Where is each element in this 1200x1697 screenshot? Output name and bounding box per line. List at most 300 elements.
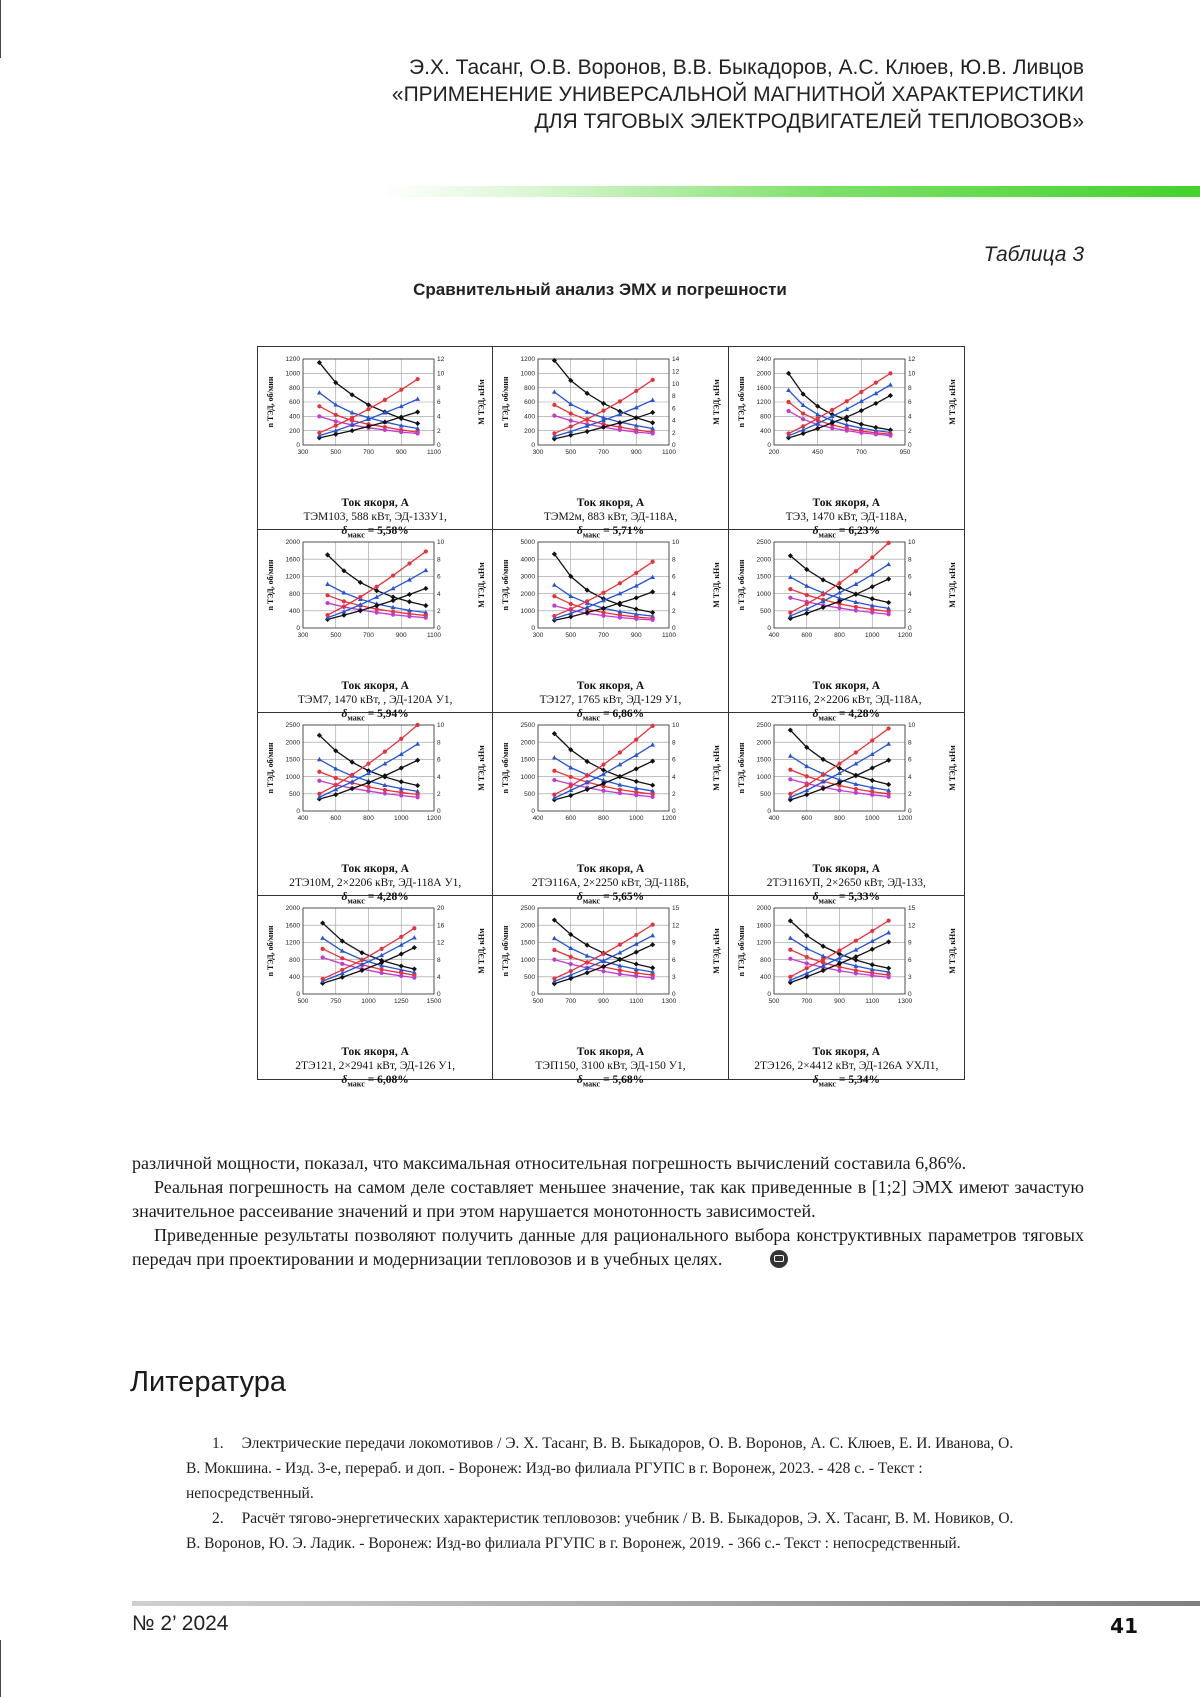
y-left-tick-label: 400 xyxy=(524,414,535,421)
data-point xyxy=(870,738,874,742)
data-point xyxy=(888,393,893,398)
data-point xyxy=(399,779,404,784)
delta-subscript: макс xyxy=(347,1079,364,1088)
y-left-axis-label: n ТЭД, об/мин xyxy=(501,742,510,793)
data-point xyxy=(552,755,557,759)
y-right-tick-label: 10 xyxy=(437,371,445,378)
data-point xyxy=(553,403,557,407)
x-tick-label: 1100 xyxy=(427,449,441,456)
x-tick-label: 500 xyxy=(566,632,577,639)
body-paragraph-3-text: Приведенные результаты позволяют получить данные для рационального выбора конструктивных параметров тяговых передач при проектировании и модернизации тепловозов и в учебных целях. xyxy=(132,1225,1084,1269)
chart-svg xyxy=(493,896,729,1044)
data-point xyxy=(815,416,819,420)
x-axis-label: Ток якоря, А xyxy=(258,496,492,510)
data-point xyxy=(317,390,322,394)
y-right-tick-label: 8 xyxy=(437,556,441,563)
data-point xyxy=(837,788,841,792)
data-point xyxy=(804,774,808,778)
chart-caption xyxy=(258,1045,492,1091)
data-point xyxy=(350,416,354,420)
y-right-tick-label: 10 xyxy=(672,722,680,729)
data-point xyxy=(858,408,863,413)
data-point xyxy=(412,945,417,950)
data-point xyxy=(334,424,338,428)
x-tick-label: 700 xyxy=(566,998,577,1005)
x-tick-label: 1200 xyxy=(662,815,677,822)
delta-symbol: δ xyxy=(577,525,583,537)
max-error-value: = 5,33% xyxy=(839,891,880,903)
x-tick-label: 1000 xyxy=(361,998,376,1005)
data-point xyxy=(383,791,387,795)
data-point xyxy=(334,413,338,417)
y-right-tick-label: 0 xyxy=(437,808,441,815)
data-point xyxy=(618,968,622,972)
y-right-tick-label: 10 xyxy=(908,371,916,378)
x-tick-label: 1000 xyxy=(629,815,644,822)
data-point xyxy=(407,599,412,604)
reference-number: 1. xyxy=(212,1435,224,1452)
y-left-tick-label: 1000 xyxy=(521,774,536,781)
y-left-tick-label: 200 xyxy=(289,428,300,435)
x-tick-label: 400 xyxy=(298,815,309,822)
data-point xyxy=(569,962,573,966)
locomotive-spec: 2ТЭ116УП, 2×2650 кВт, ЭД-133, xyxy=(729,876,964,890)
y-left-tick-label: 400 xyxy=(760,974,771,981)
data-point xyxy=(869,584,874,589)
x-tick-label: 600 xyxy=(566,815,577,822)
data-point xyxy=(853,750,857,754)
y-left-tick-label: 0 xyxy=(767,442,771,449)
y-right-axis-label: М ТЭД, кНм xyxy=(948,562,957,608)
data-point xyxy=(869,596,874,601)
data-point xyxy=(830,426,834,430)
data-point xyxy=(650,410,655,415)
delta-symbol: δ xyxy=(577,1074,583,1086)
y-left-tick-label: 800 xyxy=(289,957,300,964)
x-axis-label: Ток якоря, А xyxy=(729,496,964,510)
x-tick-label: 1000 xyxy=(865,815,880,822)
y-left-tick-label: 2500 xyxy=(521,722,536,729)
data-point xyxy=(569,602,573,606)
locomotive-spec: ТЭМ7, 1470 кВт, , ЭД-120А У1, xyxy=(258,693,492,707)
y-right-tick-label: 3 xyxy=(672,974,676,981)
x-tick-label: 900 xyxy=(631,632,642,639)
y-left-axis-label: n ТЭД, об/мин xyxy=(737,559,746,610)
literature-heading: Литература xyxy=(130,1366,286,1399)
chart-svg xyxy=(729,713,965,861)
data-point xyxy=(853,939,857,943)
y-left-tick-label: 200 xyxy=(524,428,535,435)
x-axis-label: Ток якоря, А xyxy=(493,496,727,510)
data-point xyxy=(820,968,825,973)
table-title: Сравнительный анализ ЭМХ и погрешности xyxy=(0,280,1200,300)
data-point xyxy=(870,929,874,933)
y-right-axis-label: М ТЭД, кНм xyxy=(477,745,486,791)
data-point xyxy=(801,411,805,415)
y-right-tick-label: 12 xyxy=(672,922,680,929)
data-point xyxy=(634,961,639,966)
data-point xyxy=(569,955,573,959)
data-point xyxy=(837,581,841,585)
data-point xyxy=(886,600,891,605)
data-point xyxy=(870,610,874,614)
data-point xyxy=(416,723,420,727)
chart-svg xyxy=(729,896,965,1044)
y-left-tick-label: 1200 xyxy=(286,356,301,363)
data-point xyxy=(585,429,590,434)
y-right-axis-label: М ТЭД, кНм xyxy=(948,928,957,974)
data-point xyxy=(886,930,891,934)
data-point xyxy=(553,778,557,782)
data-point xyxy=(391,573,395,577)
data-point xyxy=(873,432,877,436)
data-point xyxy=(412,935,417,939)
data-point xyxy=(569,424,573,428)
footer-rule xyxy=(132,1601,1200,1606)
x-axis-label: Ток якоря, А xyxy=(493,862,727,876)
y-right-tick-label: 10 xyxy=(437,722,445,729)
crop-mark-bottom xyxy=(0,1640,1,1697)
max-error-value: = 5,34% xyxy=(839,1074,880,1086)
x-tick-label: 400 xyxy=(768,632,779,639)
y-right-tick-label: 6 xyxy=(672,405,676,412)
crop-mark-top xyxy=(0,0,1,58)
y-left-tick-label: 500 xyxy=(760,791,771,798)
y-left-tick-label: 500 xyxy=(524,791,535,798)
y-right-axis-label: М ТЭД, кНм xyxy=(477,928,486,974)
data-point xyxy=(821,958,825,962)
data-point xyxy=(886,939,891,944)
y-right-tick-label: 2 xyxy=(908,608,912,615)
y-left-tick-label: 1000 xyxy=(521,957,536,964)
data-point xyxy=(415,758,420,763)
y-left-tick-label: 2000 xyxy=(756,556,771,563)
delta-subscript: макс xyxy=(583,530,600,539)
data-point xyxy=(837,585,842,590)
chart-cell xyxy=(493,896,728,1079)
data-point xyxy=(366,762,370,766)
x-tick-label: 500 xyxy=(298,998,309,1005)
data-point xyxy=(788,792,792,796)
x-tick-label: 800 xyxy=(834,632,845,639)
locomotive-spec: ТЭ127, 1765 кВт, ЭД-129 У1, xyxy=(493,693,727,707)
data-point xyxy=(853,608,857,612)
data-point xyxy=(870,973,874,977)
x-tick-label: 1500 xyxy=(427,998,442,1005)
y-left-tick-label: 500 xyxy=(760,608,771,615)
y-left-tick-label: 600 xyxy=(289,399,300,406)
data-point xyxy=(651,724,655,728)
y-left-tick-label: 500 xyxy=(289,791,300,798)
data-point xyxy=(618,943,622,947)
y-left-tick-label: 0 xyxy=(532,625,536,632)
data-point xyxy=(601,425,606,430)
data-point xyxy=(569,969,573,973)
data-point xyxy=(553,431,557,435)
y-right-tick-label: 12 xyxy=(908,356,916,363)
y-left-axis-label: n ТЭД, об/мин xyxy=(501,559,510,610)
delta-symbol: δ xyxy=(577,891,583,903)
data-point xyxy=(634,974,638,978)
data-point xyxy=(859,390,863,394)
data-point xyxy=(340,962,344,966)
y-right-tick-label: 0 xyxy=(437,991,441,998)
header-accent-rule xyxy=(380,186,1200,197)
x-axis-label: Ток якоря, А xyxy=(729,862,964,876)
x-tick-label: 1250 xyxy=(394,998,409,1005)
y-right-tick-label: 15 xyxy=(672,905,680,912)
data-point xyxy=(786,400,790,404)
data-point xyxy=(416,377,420,381)
y-left-axis-label: n ТЭД, об/мин xyxy=(737,742,746,793)
data-point xyxy=(553,414,557,418)
data-point xyxy=(886,576,891,581)
delta-subscript: макс xyxy=(819,896,836,905)
data-point xyxy=(821,592,825,596)
max-error-value: = 6,08% xyxy=(368,1074,409,1086)
y-right-tick-label: 6 xyxy=(908,757,912,764)
chart-cell xyxy=(493,713,728,896)
chart-cell xyxy=(729,530,964,713)
y-right-tick-label: 4 xyxy=(672,418,676,425)
y-left-tick-label: 2000 xyxy=(756,739,771,746)
data-point xyxy=(340,956,344,960)
y-left-axis-label: n ТЭД, об/мин xyxy=(266,376,275,427)
max-error-value: = 5,65% xyxy=(603,891,644,903)
data-point xyxy=(407,614,411,618)
y-left-tick-label: 1200 xyxy=(756,940,771,947)
data-point xyxy=(424,616,428,620)
x-tick-label: 400 xyxy=(533,815,544,822)
data-point xyxy=(317,779,321,783)
data-point xyxy=(552,936,557,940)
running-header xyxy=(392,54,1084,135)
data-point xyxy=(618,750,622,754)
x-tick-label: 600 xyxy=(801,815,812,822)
x-tick-label: 1100 xyxy=(662,449,676,456)
data-point xyxy=(383,398,387,402)
y-right-tick-label: 10 xyxy=(908,722,916,729)
x-tick-label: 600 xyxy=(801,632,812,639)
chart-caption xyxy=(493,1045,727,1091)
data-point xyxy=(553,958,557,962)
delta-symbol: δ xyxy=(813,525,819,537)
data-point xyxy=(350,428,355,433)
y-left-tick-label: 400 xyxy=(289,974,300,981)
data-point xyxy=(553,948,557,952)
y-right-axis-label: М ТЭД, кНм xyxy=(712,745,721,791)
x-tick-label: 700 xyxy=(598,449,609,456)
y-left-tick-label: 400 xyxy=(289,414,300,421)
data-point xyxy=(804,593,808,597)
data-point xyxy=(412,976,416,980)
data-point xyxy=(602,591,606,595)
chart-cell xyxy=(729,347,964,530)
table-label: Таблица 3 xyxy=(984,243,1084,267)
data-point xyxy=(317,792,321,796)
data-point xyxy=(869,765,874,770)
x-tick-label: 1000 xyxy=(865,632,880,639)
data-point xyxy=(618,581,622,585)
delta-symbol: δ xyxy=(813,1074,819,1086)
data-point xyxy=(366,407,370,411)
chart-svg xyxy=(258,896,494,1044)
y-right-tick-label: 0 xyxy=(672,991,676,998)
y-right-tick-label: 8 xyxy=(437,739,441,746)
x-tick-label: 800 xyxy=(598,815,609,822)
y-right-tick-label: 6 xyxy=(437,757,441,764)
y-right-tick-label: 2 xyxy=(672,430,676,437)
y-left-tick-label: 5000 xyxy=(521,539,536,546)
y-right-tick-label: 2 xyxy=(672,791,676,798)
x-tick-label: 500 xyxy=(566,449,577,456)
y-right-tick-label: 2 xyxy=(437,428,441,435)
x-tick-label: 300 xyxy=(533,632,544,639)
data-point xyxy=(804,792,809,797)
y-right-axis-label: М ТЭД, кНм xyxy=(477,379,486,425)
data-point xyxy=(788,975,792,979)
data-point xyxy=(415,421,420,426)
max-error-value: = 4,28% xyxy=(839,708,880,720)
page-number: 41 xyxy=(1110,1614,1138,1638)
y-right-axis-label: М ТЭД, кНм xyxy=(948,745,957,791)
chart-svg xyxy=(258,713,494,861)
y-right-tick-label: 10 xyxy=(672,539,680,546)
body-paragraph-2: Реальная погрешность на самом деле составляет меньшее значение, так как приведенные в [1;2] ЭМХ имеют зачастую значительное рассеивание значений и при этом нарушается монотонность зависимостей. xyxy=(132,1175,1084,1223)
data-point xyxy=(350,786,355,791)
data-point xyxy=(375,610,379,614)
data-point xyxy=(634,389,638,393)
data-point xyxy=(801,417,805,421)
data-point xyxy=(399,737,403,741)
y-left-tick-label: 1200 xyxy=(286,574,301,581)
data-point xyxy=(788,948,792,952)
data-point xyxy=(651,398,656,402)
data-point xyxy=(334,419,338,423)
data-point xyxy=(340,975,345,980)
header-authors: Э.Х. Тасанг, О.В. Воронов, В.В. Быкадоров, А.С. Клюев, Ю.В. Ливцов xyxy=(392,54,1084,81)
x-tick-label: 1200 xyxy=(897,632,912,639)
chart-cell xyxy=(729,713,964,896)
data-point xyxy=(333,792,338,797)
data-point xyxy=(853,954,858,959)
data-point xyxy=(568,433,573,438)
data-point xyxy=(553,614,557,618)
data-point xyxy=(886,794,890,798)
data-point xyxy=(569,419,573,423)
x-tick-label: 800 xyxy=(363,815,374,822)
body-paragraph-1: различной мощности, показал, что максимальная относительная погрешность вычислений составила 6,86%. xyxy=(132,1151,1084,1175)
x-axis-label: Ток якоря, А xyxy=(729,1045,964,1059)
data-point xyxy=(366,785,370,789)
max-error-value: = 6,86% xyxy=(603,708,644,720)
data-point xyxy=(407,561,411,565)
data-point xyxy=(837,948,841,952)
y-left-tick-label: 0 xyxy=(532,442,536,449)
y-right-tick-label: 8 xyxy=(437,957,441,964)
data-point xyxy=(888,382,893,386)
data-point xyxy=(788,777,792,781)
y-right-tick-label: 15 xyxy=(908,905,916,912)
data-point xyxy=(391,613,395,617)
chart-cell xyxy=(258,347,493,530)
reference-number: 2. xyxy=(212,1510,224,1527)
y-right-tick-label: 4 xyxy=(908,591,912,598)
data-point xyxy=(317,431,321,435)
data-point xyxy=(390,598,395,603)
y-right-tick-label: 0 xyxy=(908,625,912,632)
y-left-tick-label: 1000 xyxy=(756,591,771,598)
header-title-line1: «ПРИМЕНЕНИЕ УНИВЕРСАЛЬНОЙ МАГНИТНОЙ ХАРАКТЕРИСТИКИ xyxy=(392,81,1084,108)
delta-subscript: макс xyxy=(347,896,364,905)
y-right-tick-label: 4 xyxy=(672,774,676,781)
data-point xyxy=(618,972,622,976)
data-point xyxy=(585,970,590,975)
x-axis-label: Ток якоря, А xyxy=(258,1045,492,1059)
data-point xyxy=(601,606,606,611)
data-point xyxy=(788,610,792,614)
x-tick-label: 500 xyxy=(330,449,341,456)
y-right-tick-label: 8 xyxy=(672,739,676,746)
y-left-tick-label: 2000 xyxy=(756,371,771,378)
y-right-tick-label: 4 xyxy=(437,974,441,981)
data-point xyxy=(415,783,420,788)
y-right-tick-label: 6 xyxy=(908,957,912,964)
y-left-tick-label: 2400 xyxy=(756,356,771,363)
max-error-value: = 5,71% xyxy=(603,525,644,537)
y-right-tick-label: 0 xyxy=(908,991,912,998)
charts-table xyxy=(257,346,965,1080)
y-left-tick-label: 0 xyxy=(532,991,536,998)
y-left-tick-label: 2500 xyxy=(756,539,771,546)
y-left-tick-label: 2500 xyxy=(521,905,536,912)
y-left-tick-label: 4000 xyxy=(521,556,536,563)
data-point xyxy=(585,417,589,421)
data-point xyxy=(886,541,890,545)
y-right-tick-label: 20 xyxy=(437,905,445,912)
y-left-tick-label: 1000 xyxy=(521,371,536,378)
y-left-tick-label: 2000 xyxy=(756,905,771,912)
y-right-tick-label: 9 xyxy=(908,940,912,947)
data-point xyxy=(375,585,379,589)
data-point xyxy=(651,560,655,564)
data-point xyxy=(788,587,792,591)
max-error-line xyxy=(493,1073,727,1091)
data-point xyxy=(859,431,863,435)
data-point xyxy=(423,586,428,591)
x-tick-label: 300 xyxy=(533,449,544,456)
issue-number: № 2’ 2024 xyxy=(132,1612,228,1636)
locomotive-spec: ТЭМ103, 588 кВт, ЭД-133У1, xyxy=(258,510,492,524)
y-right-tick-label: 6 xyxy=(672,757,676,764)
y-left-axis-label: n ТЭД, об/мин xyxy=(501,925,510,976)
data-point xyxy=(407,592,412,597)
y-left-tick-label: 1600 xyxy=(756,385,771,392)
data-point xyxy=(651,742,656,746)
chart-cell xyxy=(729,896,964,1079)
data-point xyxy=(399,935,403,939)
y-left-tick-label: 1000 xyxy=(286,774,301,781)
data-point xyxy=(618,399,622,403)
data-point xyxy=(804,961,808,965)
article-end-icon xyxy=(770,1250,788,1268)
data-point xyxy=(399,974,403,978)
y-right-tick-label: 12 xyxy=(437,356,445,363)
y-right-axis-label: М ТЭД, кНм xyxy=(712,928,721,974)
data-point xyxy=(360,958,364,962)
data-point xyxy=(873,381,877,385)
data-point xyxy=(651,378,655,382)
